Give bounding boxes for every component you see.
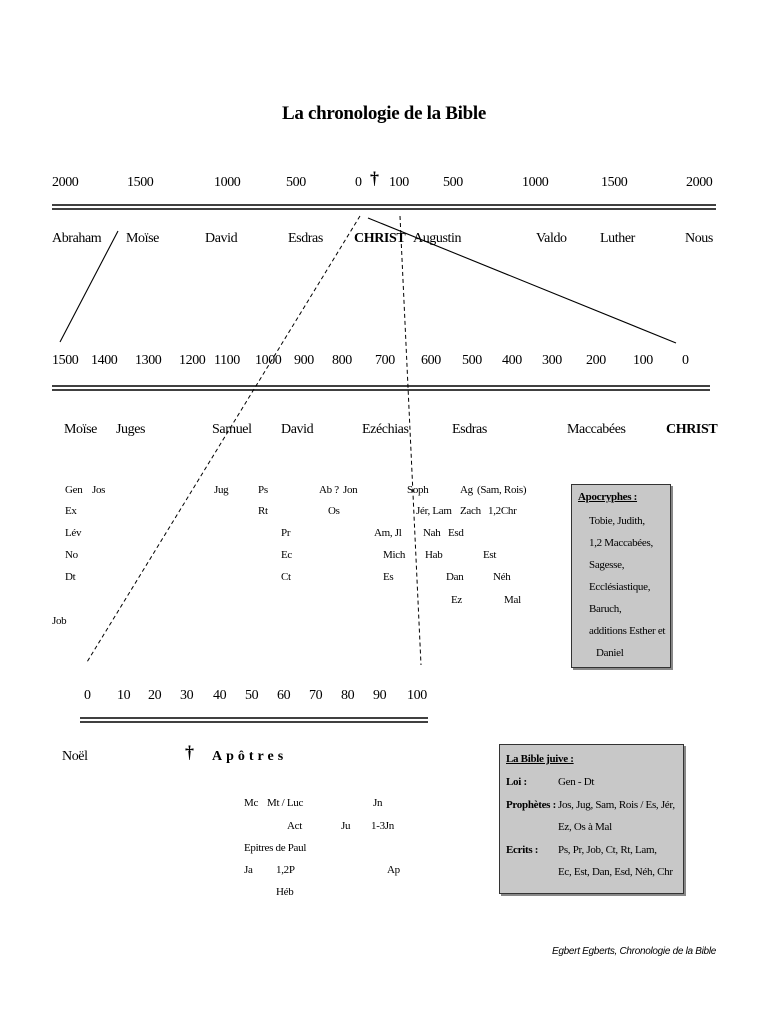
person-label: Luther [600,231,635,246]
scale3-tick: 90 [373,688,387,703]
book-label: No [65,549,78,561]
apotres-label: Apôtres [212,749,288,764]
scale1-tick: 1500 [601,175,628,190]
person-label: David [281,422,314,437]
dashed-line-left [87,216,360,662]
apocryphes-line: Daniel [596,647,624,659]
book-label: 1,2Chr [488,505,517,517]
book-label: Ps [258,484,268,496]
scale2-tick: 400 [502,353,522,368]
scale3-tick: 80 [341,688,355,703]
scale2-tick: 200 [586,353,606,368]
page-title: La chronologie de la Bible [281,103,487,124]
book-label: Esd [448,527,464,539]
scale1-tick: 100 [389,175,409,190]
scale2-tick: 300 [542,353,562,368]
scale2-tick: 600 [421,353,441,368]
apocryphes-line: Baruch, [589,603,622,615]
person-label: Maccabées [567,422,626,437]
book-label: Ex [65,505,77,517]
scale2-tick: 1200 [179,353,206,368]
scale3-tick: 30 [180,688,194,703]
cross-icon: † [185,742,194,762]
scale3-tick: 0 [84,688,91,703]
zoom-line-left [60,231,118,342]
prophetes-value: Ez, Os à Mal [558,821,612,833]
book-label: Ec [281,549,293,561]
book-label: Act [287,820,302,832]
noel-label: Noël [62,749,88,764]
book-label: Gen [65,484,83,496]
scale1-tick: 500 [443,175,463,190]
cross-icon: † [370,168,379,188]
loi-value: Gen - Dt [558,776,595,788]
scale3-tick: 70 [309,688,323,703]
book-label: Est [483,549,497,561]
book-label: Zach [460,505,481,517]
person-label-christ: CHRIST [666,422,718,437]
person-label-christ: CHRIST [354,231,406,246]
scale1-tick: 1000 [214,175,241,190]
scale2-tick: 1500 [52,353,79,368]
scale1-tick: 500 [286,175,306,190]
dashed-line-right [400,216,421,665]
book-label: Soph [407,484,429,496]
ecrits-value: Ec, Est, Dan, Esd, Néh, Chr [558,866,673,878]
person-label: Esdras [288,231,323,246]
person-label: Moïse [126,231,160,246]
book-label: Ap [387,864,400,876]
scale2-tick: 800 [332,353,352,368]
person-label: David [205,231,238,246]
person-label: Nous [685,231,713,246]
person-label: Moïse [64,422,98,437]
person-label: Esdras [452,422,487,437]
person-label: Ezéchias [362,422,409,437]
book-label: Job [52,615,67,627]
book-label: Hab [425,549,443,561]
scale1-tick: 2000 [686,175,713,190]
apocryphes-heading: Apocryphes : [578,491,638,503]
person-label: Samuel [212,422,252,437]
book-label: Jn [373,797,383,809]
scale2-tick: 100 [633,353,653,368]
bible-juive-heading: La Bible juive : [506,753,574,765]
credit-text: Egbert Egberts, Chronologie de la Bible [552,946,716,957]
scale3-tick: 50 [245,688,259,703]
book-label: Ez [451,594,463,606]
scale2-tick: 500 [462,353,482,368]
person-label: Abraham [52,231,102,246]
prophetes-label: Prophètes : [506,799,556,811]
scale2-tick: 1000 [255,353,282,368]
book-label: 1-3Jn [371,820,394,832]
bible-juive-box [499,744,684,894]
book-label: Mal [504,594,521,606]
book-label: Dt [65,571,76,583]
scale1-tick: 1500 [127,175,154,190]
scale3-tick: 60 [277,688,291,703]
apocryphes-line: Tobie, Judith, [589,515,645,527]
person-label: Valdo [536,231,567,246]
book-label: Epitres de Paul [244,842,307,854]
scale2-tick: 900 [294,353,314,368]
book-label: Ju [341,820,351,832]
loi-label: Loi : [506,776,527,788]
book-label: Nah [423,527,441,539]
ecrits-label: Ecrits : [506,844,539,856]
scale1-tick: 0 [355,175,362,190]
book-label: Mich [383,549,406,561]
scale2-tick: 0 [682,353,689,368]
scale1-tick: 1000 [522,175,549,190]
book-label: Mc [244,797,259,809]
scale2-tick: 1400 [91,353,118,368]
apocryphes-line: 1,2 Maccabées, [589,537,653,549]
prophetes-value: Jos, Jug, Sam, Rois / Es, Jér, [558,799,675,811]
scale2-tick: 1300 [135,353,162,368]
book-label: Jon [343,484,358,496]
person-label: Juges [116,422,146,437]
book-label: Jos [92,484,106,496]
apocryphes-line: Sagesse, [589,559,625,571]
book-label: Ja [244,864,253,876]
book-label: Os [328,505,340,517]
scale3-tick: 10 [117,688,131,703]
book-label: Héb [276,886,294,898]
book-label: Ag [460,484,473,496]
book-label: Dan [446,571,464,583]
book-label: (Sam, Rois) [477,484,527,496]
book-label: Lév [65,527,82,539]
book-label: Ab ? [319,484,339,496]
scale3-tick: 100 [407,688,427,703]
book-label: 1,2P [276,864,295,876]
book-label: Am, Jl [374,527,402,539]
scale1-tick: 2000 [52,175,79,190]
scale2-tick: 700 [375,353,395,368]
apocryphes-line: additions Esther et [589,625,666,637]
book-label: Jér, Lam [416,505,452,517]
scale3-tick: 20 [148,688,162,703]
book-label: Ct [281,571,291,583]
scale2-tick: 1100 [214,353,240,368]
book-label: Es [383,571,394,583]
book-label: Rt [258,505,268,517]
person-label: Augustin [413,231,462,246]
book-label: Mt / Luc [267,797,304,809]
apocryphes-box [571,484,671,668]
scale3-tick: 40 [213,688,227,703]
ecrits-value: Ps, Pr, Job, Ct, Rt, Lam, [558,844,657,856]
book-label: Pr [281,527,291,539]
book-label: Néh [493,571,511,583]
book-label: Jug [214,484,229,496]
apocryphes-line: Ecclésiastique, [589,581,651,593]
